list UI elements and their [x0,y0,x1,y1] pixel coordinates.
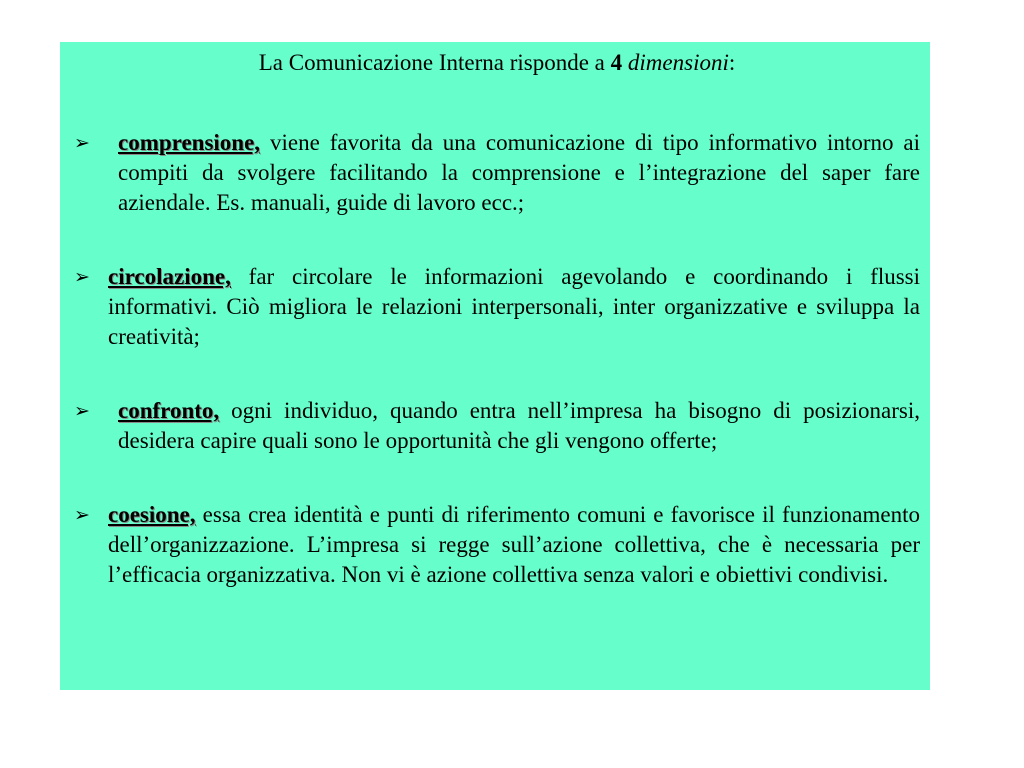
arrow-bullet-icon: ➢ [74,400,90,422]
heading-number: 4 [610,50,623,75]
heading-emphasis: dimensioni [627,50,729,75]
list-item-comprensione [74,128,920,218]
item-text: ogni individuo, quando entra nell’impresa ha bisogno di posizionarsi, desidera capire quali sono le opportunità che gli vengono offerte; [118,398,920,453]
arrow-bullet-icon: ➢ [74,132,90,154]
item-text: far circolare le informazioni agevolando e coordinando i flussi informativi. Ciò migliora le relazioni interpersonali, inter organizzative e sviluppa la creatività; [108,264,920,349]
term-circolazione: circolazione, [108,264,231,289]
heading-prefix: La Comunicazione Interna risponde a [258,50,611,75]
heading-suffix: : [728,50,736,75]
content-box [60,42,930,690]
list-item-confronto [74,396,920,456]
term-comprensione: comprensione, [118,130,261,155]
item-text: essa crea identità e punti di riferimento comuni e favorisce il funzionamento dell’organizzazione. L’impresa si regge sull’azione collettiva, che è necessaria per l’efficacia organizzativa. Non vi è azione collettiva senza valori e obiettivi condivisi. [108,502,920,587]
term-confronto: confronto, [118,398,220,423]
item-text: viene favorita da una comunicazione di tipo informativo intorno ai compiti da svolgere facilitando la comprensione e l’integrazione del saper fare aziendale. Es. manuali, guide di lavoro ecc.; [118,130,920,215]
arrow-bullet-icon: ➢ [74,504,90,526]
arrow-bullet-icon: ➢ [74,266,90,288]
slide-heading [74,48,920,78]
term-coesione: coesione, [108,502,196,527]
list-item-coesione [74,500,920,590]
list-item-circolazione [74,262,920,352]
